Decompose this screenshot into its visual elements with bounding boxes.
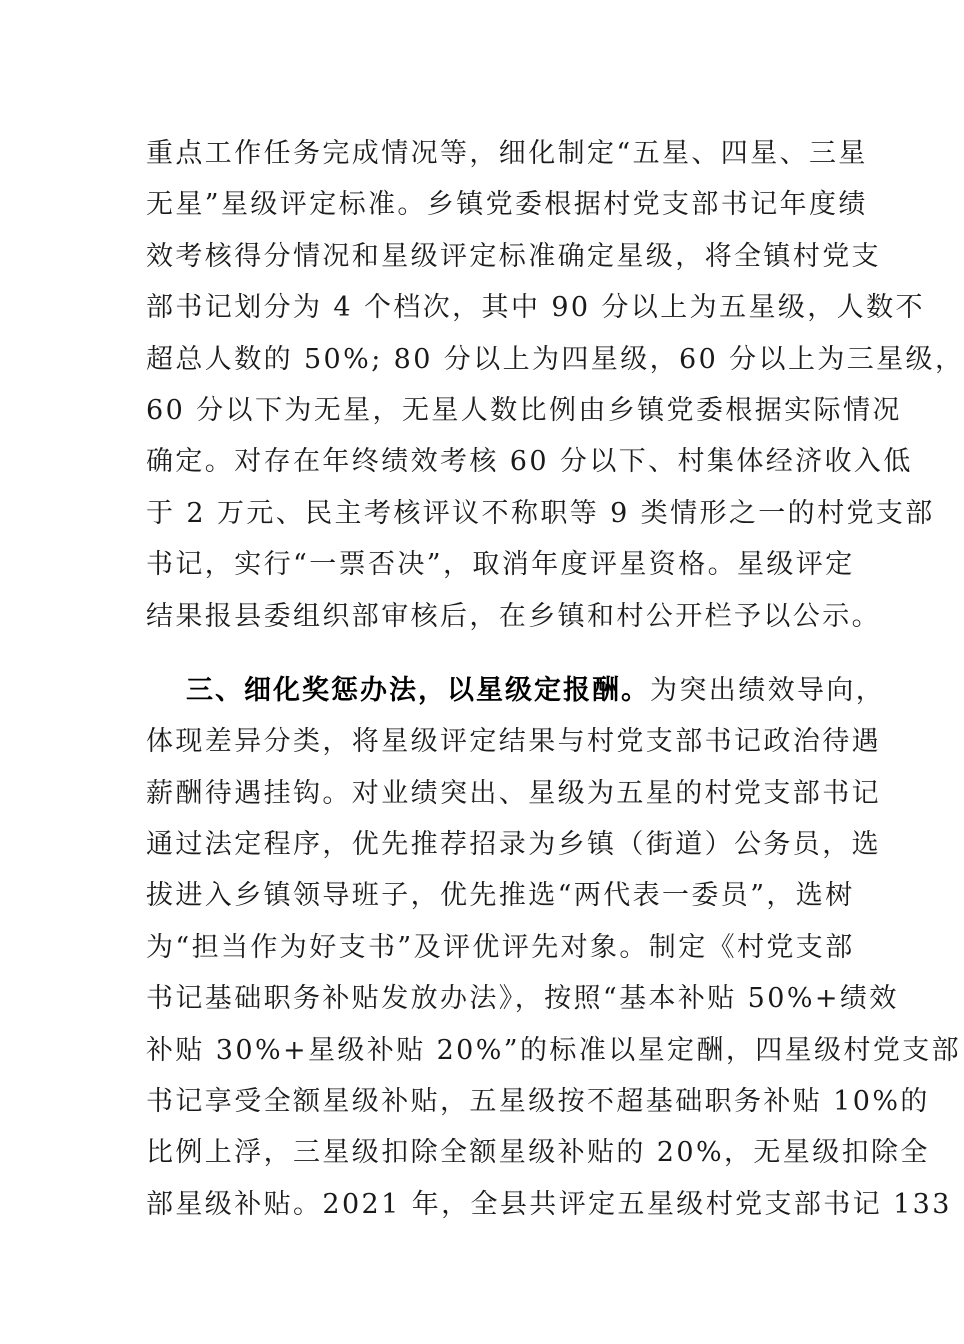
section-3-heading: 三、细化奖惩办法，以星级定报酬。: [186, 674, 650, 706]
text-line: 重点工作任务完成情况等，细化制定“五星、四星、三星: [146, 138, 868, 169]
text-line: 部星级补贴。2021 年，全县共评定五星级村党支部书记 133: [146, 1188, 952, 1220]
text-line: 薪酬待遇挂钩。对业绩突出、星级为五星的村党支部书记: [146, 777, 881, 809]
text-line: 比例上浮，三星级扣除全额星级补贴的 20%，无星级扣除全: [146, 1137, 930, 1169]
text-line: 60 分以下为无星，无星人数比例由乡镇党委根据实际情况: [146, 394, 902, 426]
document-body: [146, 128, 964, 1230]
text-line: 书记，实行“一票否决”，取消年度评星资格。星级评定: [146, 549, 855, 581]
text-line: 体现差异分类，将星级评定结果与村党支部书记政治待遇: [146, 726, 881, 758]
text-line: 结果报县委组织部审核后，在乡镇和村公开栏予以公示。: [146, 600, 881, 632]
text-line: 通过法定程序，优先推荐招录为乡镇（街道）公务员，选: [146, 829, 881, 861]
text-line: 效考核得分情况和星级评定标准确定星级，将全镇村党支: [146, 240, 881, 272]
text-line: 补贴 30%+星级补贴 20%”的标准以星定酬，四星级村党支部: [146, 1034, 962, 1066]
text-line: 于 2 万元、民主考核评议不称职等 9 类情形之一的村党支部: [146, 497, 935, 529]
paragraph-section-3: [146, 665, 962, 1230]
text-line: 部书记划分为 4 个档次，其中 90 分以上为五星级，人数不: [146, 292, 925, 324]
text-line: 书记享受全额星级补贴，五星级按不超基础职务补贴 10%的: [146, 1086, 930, 1118]
section-3-first-line-text: 为突出绩效导向，: [650, 674, 886, 706]
text-line: 书记基础职务补贴发放办法》，按照“基本补贴 50%+绩效: [146, 983, 899, 1015]
section-3-first-line: [146, 665, 886, 716]
paragraph-spacer: [146, 642, 836, 665]
text-line: 超总人数的 50%; 80 分以上为四星级，60 分以上为三星级，: [146, 343, 964, 375]
paragraph-star-rating-standard: [146, 128, 964, 642]
text-line: 拔进入乡镇领导班子，优先推选“两代表一委员”，选树: [146, 880, 855, 912]
text-line: 为“担当作为好支书”及评优评先对象。制定《村党支部: [146, 931, 855, 963]
text-line: 确定。对存在年终绩效考核 60 分以下、村集体经济收入低: [146, 446, 913, 478]
text-line: 无星”星级评定标准。乡镇党委根据村党支部书记年度绩: [146, 189, 868, 221]
